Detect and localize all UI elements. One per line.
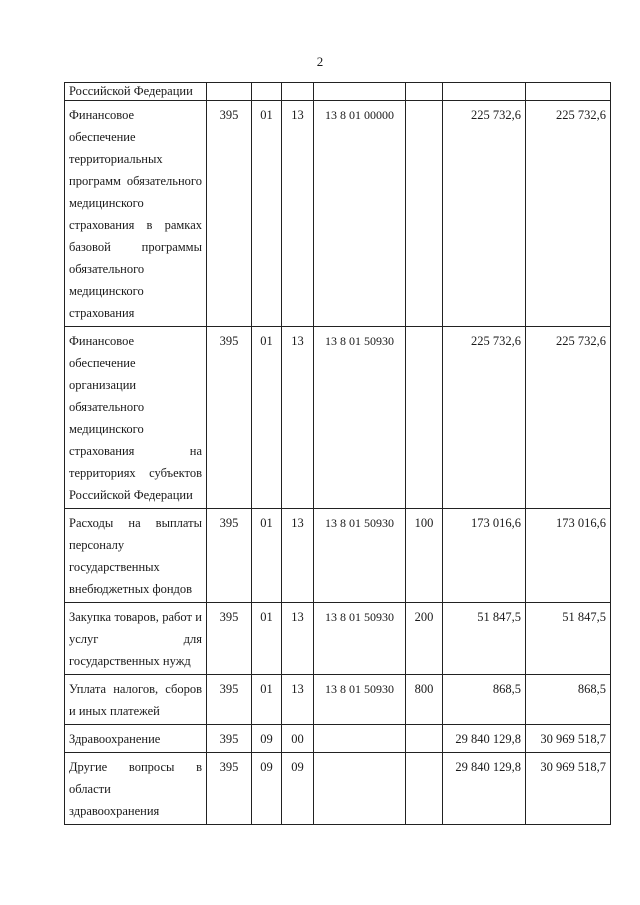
cell-subsection: 09: [282, 753, 314, 825]
cell-target-article: 13 8 01 50930: [314, 509, 406, 603]
cell-target-article: [314, 753, 406, 825]
cell-expense-type: 100: [406, 509, 443, 603]
table-row: [65, 327, 611, 509]
cell-admin-code: 395: [207, 753, 252, 825]
cell-amount-year2: 225 732,6: [526, 101, 611, 327]
cell-amount-year1: 51 847,5: [443, 603, 526, 675]
cell-name: Расходы на выплаты персоналу государственных внебюджетных фондов: [65, 509, 207, 603]
cell-subsection: 00: [282, 725, 314, 753]
table-row: [65, 675, 611, 725]
cell-section: 01: [252, 509, 282, 603]
cell-amount-year2: 173 016,6: [526, 509, 611, 603]
cell-section: 09: [252, 725, 282, 753]
cell-name: Здравоохранение: [65, 725, 207, 753]
cell-amount-year1: 29 840 129,8: [443, 725, 526, 753]
cell-amount-year1: [443, 83, 526, 101]
budget-table-body: [65, 83, 611, 825]
cell-admin-code: 395: [207, 675, 252, 725]
table-row: [65, 725, 611, 753]
cell-section: 01: [252, 603, 282, 675]
cell-amount-year2: 868,5: [526, 675, 611, 725]
cell-section: [252, 83, 282, 101]
cell-subsection: [282, 83, 314, 101]
cell-name: Закупка товаров, работ и услуг для государственных нужд: [65, 603, 207, 675]
budget-table: [64, 82, 611, 825]
cell-expense-type: [406, 753, 443, 825]
cell-amount-year2: 51 847,5: [526, 603, 611, 675]
cell-amount-year2: [526, 83, 611, 101]
table-row: [65, 603, 611, 675]
cell-section: 09: [252, 753, 282, 825]
cell-expense-type: [406, 83, 443, 101]
cell-subsection: 13: [282, 675, 314, 725]
cell-name: Финансовое обеспечение территориальных программ обязательного медицинского страхования в рамках базовой программы обязательного медицинского страхования: [65, 101, 207, 327]
cell-name: Другие вопросы в области здравоохранения: [65, 753, 207, 825]
cell-expense-type: 200: [406, 603, 443, 675]
cell-admin-code: 395: [207, 327, 252, 509]
cell-subsection: 13: [282, 327, 314, 509]
cell-section: 01: [252, 327, 282, 509]
cell-subsection: 13: [282, 101, 314, 327]
cell-admin-code: 395: [207, 101, 252, 327]
cell-amount-year1: 225 732,6: [443, 327, 526, 509]
cell-amount-year1: 173 016,6: [443, 509, 526, 603]
cell-target-article: 13 8 01 50930: [314, 675, 406, 725]
cell-section: 01: [252, 101, 282, 327]
cell-name: Уплата налогов, сборов и иных платежей: [65, 675, 207, 725]
cell-amount-year2: 30 969 518,7: [526, 753, 611, 825]
cell-section: 01: [252, 675, 282, 725]
cell-amount-year1: 29 840 129,8: [443, 753, 526, 825]
cell-expense-type: 800: [406, 675, 443, 725]
cell-amount-year2: 30 969 518,7: [526, 725, 611, 753]
table-row: [65, 753, 611, 825]
cell-amount-year1: 868,5: [443, 675, 526, 725]
cell-admin-code: [207, 83, 252, 101]
table-row: [65, 509, 611, 603]
cell-target-article: [314, 725, 406, 753]
cell-expense-type: [406, 101, 443, 327]
cell-admin-code: 395: [207, 509, 252, 603]
cell-target-article: 13 8 01 50930: [314, 327, 406, 509]
table-row: [65, 83, 611, 101]
cell-expense-type: [406, 327, 443, 509]
cell-name: Финансовое обеспечение организации обязательного медицинского страхования на территориях субъектов Российской Федерации: [65, 327, 207, 509]
cell-admin-code: 395: [207, 603, 252, 675]
cell-admin-code: 395: [207, 725, 252, 753]
table-row: [65, 101, 611, 327]
cell-subsection: 13: [282, 603, 314, 675]
cell-amount-year1: 225 732,6: [443, 101, 526, 327]
cell-target-article: [314, 83, 406, 101]
cell-target-article: 13 8 01 50930: [314, 603, 406, 675]
cell-subsection: 13: [282, 509, 314, 603]
cell-expense-type: [406, 725, 443, 753]
page-number: 2: [316, 54, 324, 69]
cell-target-article: 13 8 01 00000: [314, 101, 406, 327]
cell-name: Российской Федерации: [65, 83, 207, 101]
cell-amount-year2: 225 732,6: [526, 327, 611, 509]
